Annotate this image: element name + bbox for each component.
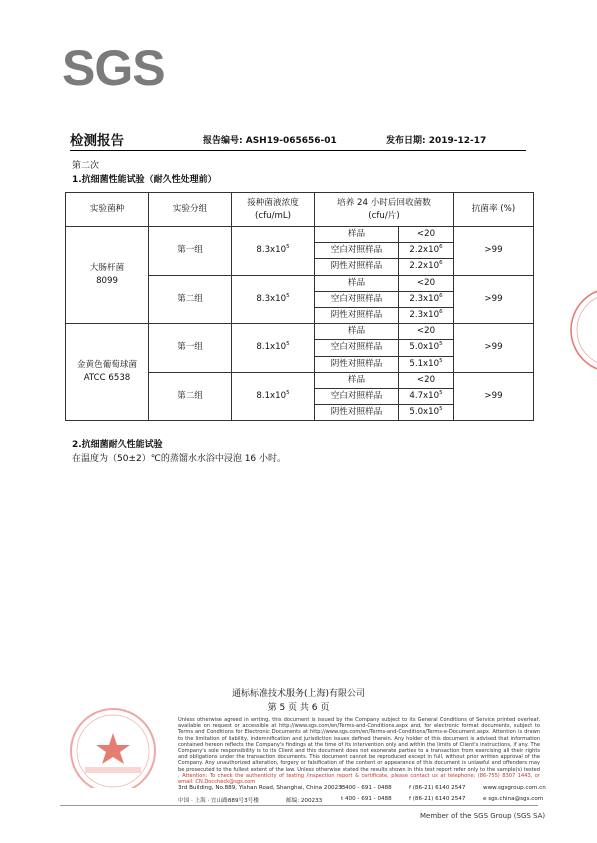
sgs-logo <box>62 40 165 96</box>
antibacterial-rate-cell: >99 <box>454 227 534 276</box>
sample-type-cell: 空白对照样品 <box>315 291 399 307</box>
group-cell: 第二组 <box>149 275 232 324</box>
issue-date: 发布日期: 2019-12-17 <box>386 136 487 146</box>
group-cell: 第一组 <box>149 324 232 373</box>
recovered-count-exponent: 6 <box>439 260 443 267</box>
phone-cn: t 400 - 691 - 0488 <box>341 796 392 802</box>
legal-disclaimer <box>178 717 540 785</box>
authenticity-notice: Attention: To check the authenticity of testing /inspection report & certificate, please contact us at telephone: (86-755) 8307 1443, or email: CN.Doccheck@sgs.com <box>178 772 541 786</box>
recovered-count-value: <20 <box>416 326 436 337</box>
recovered-count-exponent: 6 <box>439 244 443 251</box>
recovered-count-cell <box>399 356 454 372</box>
logo-text: SGS <box>62 40 165 96</box>
legal-main-text: Unless otherwise agreed in writing, this document is issued by the Company subject to its General Conditions of Service printed overleaf, available on request or accessible at http://www.sgs.com/en/Terms-and-Conditions.aspx and, for electronic format documents, subject to Terms and Conditions for Electronic Documents at http://www.sgs.com/en/Terms-and-Conditions/Terms-e-Document.aspx. Attention is drawn to the limitation of liability, indemnification and jurisdiction issues defined therein. Any holder of this document is advised that information contained hereon reflects the Company's findings at the time of its intervention only and within the limits of Client's instructions, if any. The Company's sole responsibility is to its Client and this document does not exonerate parties to a transaction from exercising all their rights and obligations under the transaction documents. This document cannot be reproduced except in full, without prior written approval of the Company. Any unauthorized alteration, forgery or falsification of the content or appearance of this document is unlawful and offenders may be prosecuted to the fullest extent of the law. Unless otherwise stated the results shown in this test report refer only to the sample(s) tested . <box>178 717 540 779</box>
recovered-count-cell <box>399 291 454 307</box>
report-number: 报告编号: ASH19-065656-01 <box>203 136 337 146</box>
inoculum-exponent: 5 <box>286 341 290 348</box>
group-cell: 第二组 <box>149 372 232 421</box>
recovered-count-value: 5.1x10 <box>409 358 440 369</box>
table-header-row <box>66 193 534 227</box>
recovered-count-value: 2.2x10 <box>409 261 440 272</box>
inoculum-exponent: 5 <box>286 244 290 251</box>
postcode-cn: 邮编: 200233 <box>286 798 323 804</box>
email: e sgs.china@sgs.com <box>483 796 544 802</box>
inoculum-exponent: 5 <box>286 292 290 299</box>
col-inoculum-line1: 接种菌液浓度 <box>247 197 299 208</box>
side-seal-stamp <box>568 265 597 395</box>
sample-type-cell: 样品 <box>315 372 399 388</box>
inoculum-value: 8.3x10 <box>256 245 287 256</box>
sample-type-cell: 阴性对照样品 <box>315 307 399 323</box>
page-number: 第 5 页 共 6 页 <box>267 703 330 713</box>
col-inoculum <box>232 193 315 227</box>
recovered-count-cell <box>399 243 454 259</box>
header-rule <box>70 150 526 151</box>
recovered-count-exponent: 5 <box>439 357 443 364</box>
phone-en: t 400 - 691 - 0488 <box>341 785 392 791</box>
col-inoculum-line2: (cfu/mL) <box>255 210 291 221</box>
sample-type-cell: 阴性对照样品 <box>315 405 399 421</box>
sample-type-cell: 阴性对照样品 <box>315 259 399 275</box>
footer-company: 通标标准技术服务(上海)有限公司 <box>231 689 366 699</box>
recovered-count-cell <box>399 227 454 243</box>
footer-rule <box>60 805 538 806</box>
sample-type-cell: 阴性对照样品 <box>315 356 399 372</box>
section2-condition: 在温度为（50±2）℃的蒸馏水水浴中浸泡 16 小时。 <box>72 454 287 464</box>
recovered-count-cell <box>399 372 454 388</box>
sample-type-cell: 空白对照样品 <box>315 340 399 356</box>
website: www.sgsgroup.com.cn <box>483 785 546 791</box>
table-row <box>66 227 534 243</box>
address-en: 3rd Building, No.889, Yishan Road, Shanghai, China 200233 <box>178 785 346 791</box>
fax-cn: f (86-21) 6140 2547 <box>409 796 466 802</box>
inoculum-exponent: 5 <box>286 390 290 397</box>
sample-type-cell: 样品 <box>315 227 399 243</box>
recovered-count-value: <20 <box>416 229 436 240</box>
recovered-count-cell <box>399 259 454 275</box>
recovered-count-cell <box>399 275 454 291</box>
inoculum-cell <box>232 275 315 324</box>
recovered-count-cell <box>399 324 454 340</box>
recovered-count-value: <20 <box>416 277 436 288</box>
report-title: 检测报告 <box>70 133 124 149</box>
recovered-count-exponent: 6 <box>439 292 443 299</box>
strain-code: ATCC 6538 <box>83 373 131 384</box>
antibacterial-rate-cell: >99 <box>454 275 534 324</box>
antibacterial-rate-cell: >99 <box>454 324 534 373</box>
recovered-count-cell <box>399 340 454 356</box>
recovered-count-value: <20 <box>416 374 436 385</box>
col-recovery-line1: 培养 24 小时后回收菌数 <box>337 197 431 208</box>
sample-type-cell: 空白对照样品 <box>315 388 399 404</box>
col-rate: 抗菌率 (%) <box>454 193 534 227</box>
antibacterial-results-table <box>65 192 534 421</box>
sgs-member-note: Member of the SGS Group (SGS SA) <box>420 812 546 820</box>
recovered-count-exponent: 6 <box>439 309 443 316</box>
address-cn: 中国 · 上海 · 宜山路889号3号楼 <box>178 798 259 804</box>
recovered-count-value: 2.3x10 <box>409 310 440 321</box>
recovered-count-cell <box>399 388 454 404</box>
inoculum-cell <box>232 227 315 276</box>
sample-type-cell: 样品 <box>315 275 399 291</box>
inoculum-cell <box>232 324 315 373</box>
recovered-count-value: 5.0x10 <box>409 342 440 353</box>
inoculum-cell <box>232 372 315 421</box>
strain-name: 金黄色葡萄球菌 <box>76 360 138 371</box>
inoculum-value: 8.1x10 <box>256 390 287 401</box>
strain-cell <box>66 227 149 324</box>
fax-en: f (86-21) 6140 2547 <box>409 785 466 791</box>
table-row <box>66 324 534 340</box>
recovered-count-exponent: 5 <box>439 390 443 397</box>
inoculum-value: 8.3x10 <box>256 293 287 304</box>
col-strain: 实验菌种 <box>66 193 149 227</box>
inoculum-value: 8.1x10 <box>256 342 287 353</box>
section1-title: 1.抗细菌性能试验（耐久性处理前） <box>72 175 217 185</box>
col-recovery-line2: (cfu/片) <box>368 210 400 221</box>
sample-type-cell: 样品 <box>315 324 399 340</box>
col-group: 实验分组 <box>149 193 232 227</box>
inspection-seal-stamp <box>55 703 175 788</box>
col-recovery <box>315 193 454 227</box>
recovered-count-value: 2.2x10 <box>409 245 440 256</box>
section2-title: 2.抗细菌耐久性能试验 <box>72 440 163 450</box>
strain-code: 8099 <box>96 276 118 287</box>
recovered-count-value: 5.0x10 <box>409 407 440 418</box>
recovered-count-value: 2.3x10 <box>409 293 440 304</box>
strain-cell <box>66 324 149 421</box>
recovered-count-exponent: 5 <box>439 406 443 413</box>
group-cell: 第一组 <box>149 227 232 276</box>
recovered-count-cell <box>399 307 454 323</box>
antibacterial-rate-cell: >99 <box>454 372 534 421</box>
recovered-count-cell <box>399 405 454 421</box>
recovered-count-value: 4.7x10 <box>409 390 440 401</box>
sample-type-cell: 空白对照样品 <box>315 243 399 259</box>
recovered-count-exponent: 5 <box>439 341 443 348</box>
strain-name: 大肠杆菌 <box>89 263 125 274</box>
test-sequence: 第二次 <box>72 161 100 171</box>
